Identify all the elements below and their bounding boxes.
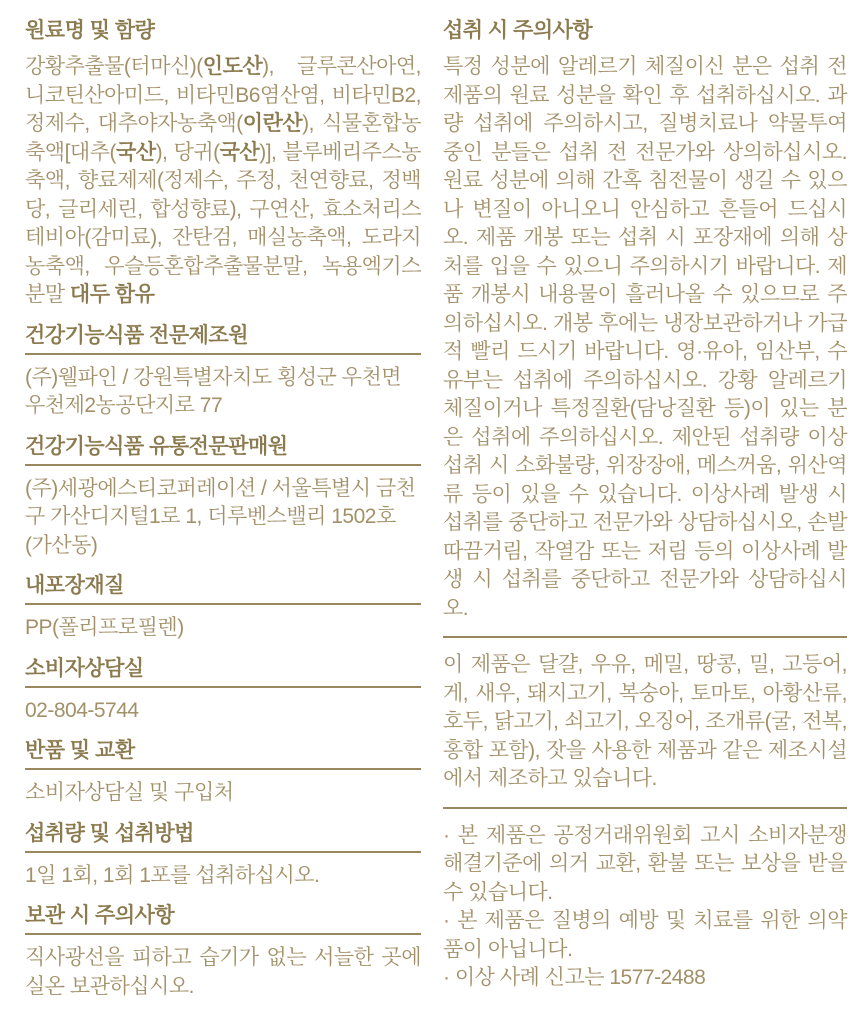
consumer-center-phone: 02-804-5744 [25,698,139,722]
allergen-soy-bold: 대두 함유 [69,283,155,306]
section-returns-exchange [25,738,421,808]
note-adverse-report-phone: · 이상 사례 신고는 1577-2488 [443,966,706,989]
section-manufacturer [25,323,421,421]
section-dosage [25,821,421,891]
section-title-precautions: 섭취 시 주의사항 [443,19,593,42]
manufacturer-text: (주)웰파인 / 강원특별자치도 횡성군 우천면 우천제2농공단지로 77 [25,365,402,417]
section-title-consumer-center: 소비자상담실 [25,656,421,688]
ingredients-run: )], 블루베리주스농축액, 향료제제(정제수, 주정, 천연향료, 정백당, 글리세린, 합성향료), 구연산, 효소처리스테비아(감미료), 잔탄검, 매실농축액, 도라지농축액, 우슬등혼합추출물분말, 녹용엑기스분말 [25,140,422,306]
ingredients-text [25,53,421,310]
ingredients-origin-bold: 인도산 [202,55,263,78]
ingredients-origin-bold: 국산 [219,140,260,164]
storage-text: 직사광선을 피하고 습기가 없는 서늘한 곳에 실온 보관하십시오. [25,946,422,998]
note-not-medicine: · 본 제품은 질병의 예방 및 치료를 위한 의약품이 아닙니다. [443,909,847,961]
section-title-packaging-material: 내포장재질 [25,573,421,605]
precautions-text: 특정 성분에 알레르기 체질이신 분은 섭취 전 제품의 원료 성분을 확인 후 섭취하십시오. 과량 섭취에 주의하시고, 질병치료나 약물투여 중인 분들은 섭취 전 전문가와 상의하십시오. 원료 성분에 의해 간혹 침전물이 생길 수 있으나 변질이 아니오니 안심하고 흔들어 드십시오. 제품 개봉 또는 섭취 시 포장재에 의해 상처를 입을 수 있으니 주의하시기 바랍니다. 제품 개봉시 내용물이 흘러나올 수 있으므로 주의하십시오. 개봉 후에는 냉장보관하거나 가급적 빨리 드시기 바랍니다. 영·유아, 임산부, 수유부는 섭취에 주의하십시오. 강황 알레르기 체질이거나 특정질환(담낭질환 등)이 있는 분은 섭취에 주의하십시오. 제안된 섭취량 이상 섭취 시 소화불량, 위장장애, 메스꺼움, 위산역류 등이 있을 수 있습니다. 이상사례 발생 시 섭취를 중단하고 전문가와 상담하십시오, 손발 따끔거림, 작열감 또는 저림 등의 이상사례 발생 시 섭취를 중단하고 전문가와 상담하십시오. [443,55,847,620]
section-storage [25,903,421,1001]
section-distributor [25,434,421,561]
section-title-ingredients: 원료명 및 함량 [25,19,155,42]
dosage-text: 1일 1회, 1회 1포를 섭취하십시오. [25,863,320,887]
ingredients-run: ), 당귀( [155,140,220,164]
section-consumer-center [25,656,421,726]
right-column [443,18,847,1014]
section-title-manufacturer: 건강기능식품 전문제조원 [25,323,421,355]
packaging-material-text: PP(폴리프로필렌) [25,616,184,639]
returns-exchange-text: 소비자상담실 및 구입처 [25,781,234,804]
allergen-facility-text: 이 제품은 달걀, 우유, 메밀, 땅콩, 밀, 고등어, 게, 새우, 돼지고기, 복숭아, 토마토, 아황산류, 호두, 닭고기, 쇠고기, 오징어, 조개류(굴, 전복, 홍합 포함), 잣을 사용한 제품과 같은 제조시설에서 제조하고 있습니다. [443,653,847,790]
ingredients-run: 강황추출물(터마신)( [25,55,203,78]
divider [443,807,847,809]
ingredients-run: ), 글루콘산아연, 니코틴산아미드, 비타민B6염산염, 비타민B2, 정제수, 대추야자농축액( [25,55,422,135]
ingredients-origin-bold: 국산 [115,140,156,164]
section-title-distributor: 건강기능식품 유통전문판매원 [25,434,421,466]
section-packaging-material [25,573,421,643]
ingredients-run: ), 식물혼합농축액[대추( [25,112,422,164]
ingredients-origin-bold: 이란산 [242,112,303,135]
section-title-storage: 보관 시 주의사항 [25,903,421,935]
left-column [25,18,421,1014]
section-title-returns-exchange: 반품 및 교환 [25,738,421,770]
distributor-text: (주)세광에스티코퍼레이션 / 서울특별시 금천구 가산디지털1로 1, 더루벤스밸리 1502호(가산동) [25,476,416,557]
note-consumer-dispute: · 본 제품은 공정거래위원회 고시 소비자분쟁해결기준에 의거 교환, 환불 또는 보상을 받을 수 있습니다. [443,823,847,904]
divider [443,636,847,638]
section-title-dosage: 섭취량 및 섭취방법 [25,821,421,853]
